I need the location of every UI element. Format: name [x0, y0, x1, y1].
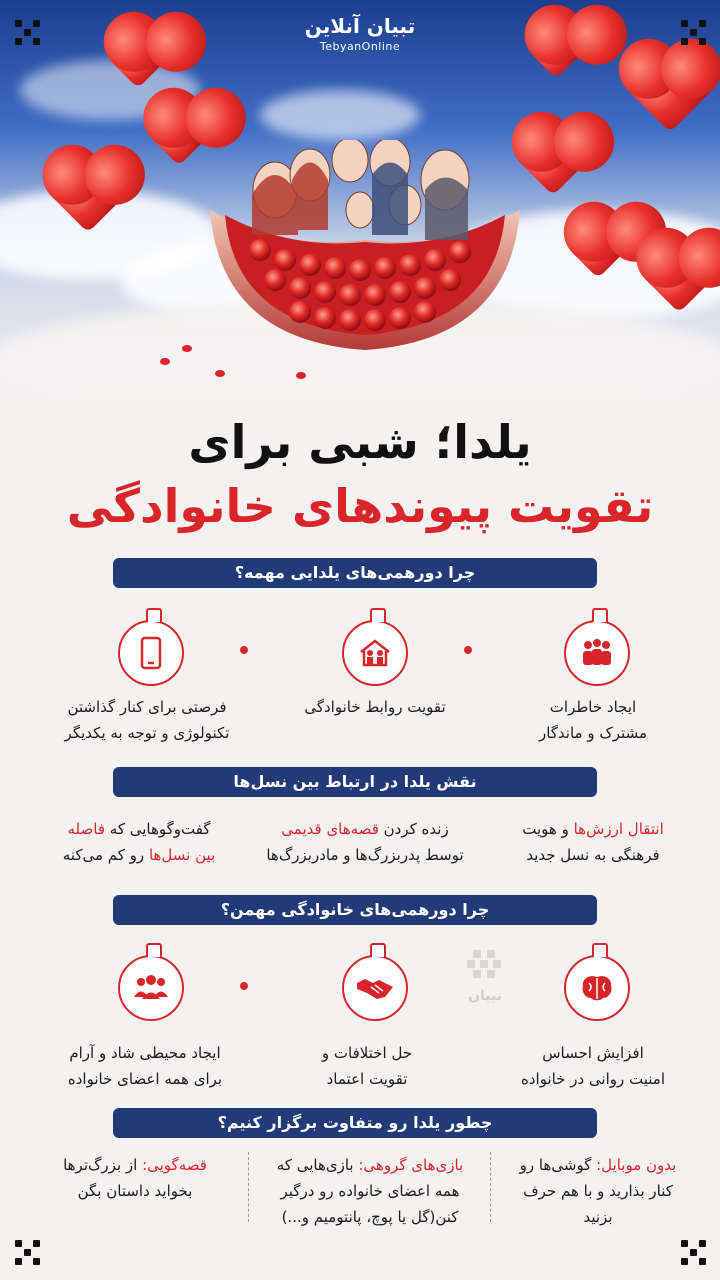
corner-ornament — [14, 1240, 40, 1266]
separator-dot — [240, 982, 248, 990]
hero-illustration — [0, 0, 720, 400]
watermark-logo-icon — [465, 948, 505, 984]
family-home-icon-badge — [342, 620, 408, 686]
logo-text-en: TebyanOnline — [319, 40, 401, 53]
seed-dot — [296, 372, 306, 379]
group-icon-badge — [118, 955, 184, 1021]
title-line-1: یلدا؛ شبی برای — [188, 415, 532, 469]
corner-ornament — [680, 20, 706, 46]
section-heading: چطور یلدا رو متفاوت برگزار کنیم؟ — [113, 1108, 597, 1138]
group-icon — [120, 957, 182, 1019]
separator-dot — [464, 646, 472, 654]
heart-icon — [152, 112, 206, 166]
role-transfer-values: انتقال ارزش‌ها و هویت فرهنگی به نسل جدید — [522, 820, 664, 864]
benefit-resolve-conflicts: حل اختلافات و تقویت اعتماد — [321, 1044, 413, 1088]
column-divider — [490, 1152, 491, 1222]
separator-dot — [240, 646, 248, 654]
reason-memories: ایجاد خاطرات مشترک و ماندگار — [538, 698, 648, 742]
pomegranate-illustration — [200, 140, 530, 355]
seed-dot — [215, 370, 225, 377]
reason-family-bonds: تقویت روابط خانوادگی — [304, 698, 446, 716]
seed-dot — [160, 358, 170, 365]
watermark — [450, 948, 520, 1018]
title-line-2: تقویت پیوندهای خانوادگی — [66, 479, 654, 533]
logo-text-fa: تبیان آنلاین — [304, 14, 416, 38]
corner-ornament — [14, 20, 40, 46]
logo — [0, 14, 720, 53]
brain-icon-badge — [564, 955, 630, 1021]
watermark-text: تبیان — [468, 988, 502, 1004]
benefit-happy-environment: ایجاد محیطی شاد و آرام برای همه اعضای خانواده — [67, 1044, 223, 1088]
brain-icon — [566, 957, 628, 1019]
family-icon-badge — [564, 620, 630, 686]
section-heading: چرا دورهمی‌های خانوادگی مهمن؟ — [113, 895, 597, 925]
family-icon — [566, 622, 628, 684]
page-title — [0, 410, 720, 538]
tip-storytelling: قصه‌گویی: از بزرگ‌ترها بخواید داستان بگن — [63, 1156, 207, 1200]
handshake-icon — [344, 957, 406, 1019]
family-home-icon — [344, 622, 406, 684]
section-heading: چرا دورهمی‌های یلدایی مهمه؟ — [113, 558, 597, 588]
heart-icon — [520, 130, 585, 195]
reason-put-aside-tech: فرصتی برای کنار گذاشتن تکنولوژی و توجه به یکدیگر — [64, 698, 230, 742]
role-old-stories: زنده کردن قصه‌های قدیمی توسط پدربزرگ‌ها و مادربزرگ‌ها — [266, 820, 464, 864]
corner-ornament — [680, 1240, 706, 1266]
section-heading: نقش یلدا در ارتباط بین نسل‌ها — [113, 767, 597, 797]
heart-icon — [628, 48, 713, 133]
role-close-gap: گفت‌وگوهایی که فاصله بین نسل‌ها رو کم می‌کنه — [62, 820, 216, 864]
column-divider — [248, 1152, 249, 1222]
tip-group-games: بازی‌های گروهی: بازی‌هایی که همه اعضای خانواده رو درگیر کنن(گل یا پوچ، پانتومیم و...) — [276, 1156, 464, 1226]
handshake-icon-badge — [342, 955, 408, 1021]
benefit-psych-security: افزایش احساس امنیت روانی در خانواده — [520, 1044, 666, 1088]
seed-dot — [182, 345, 192, 352]
phone-icon — [120, 622, 182, 684]
phone-icon-badge — [118, 620, 184, 686]
tip-no-mobile: بدون موبایل: گوشی‌ها رو کنار بذارید و با هم حرف بزنید — [519, 1156, 677, 1226]
